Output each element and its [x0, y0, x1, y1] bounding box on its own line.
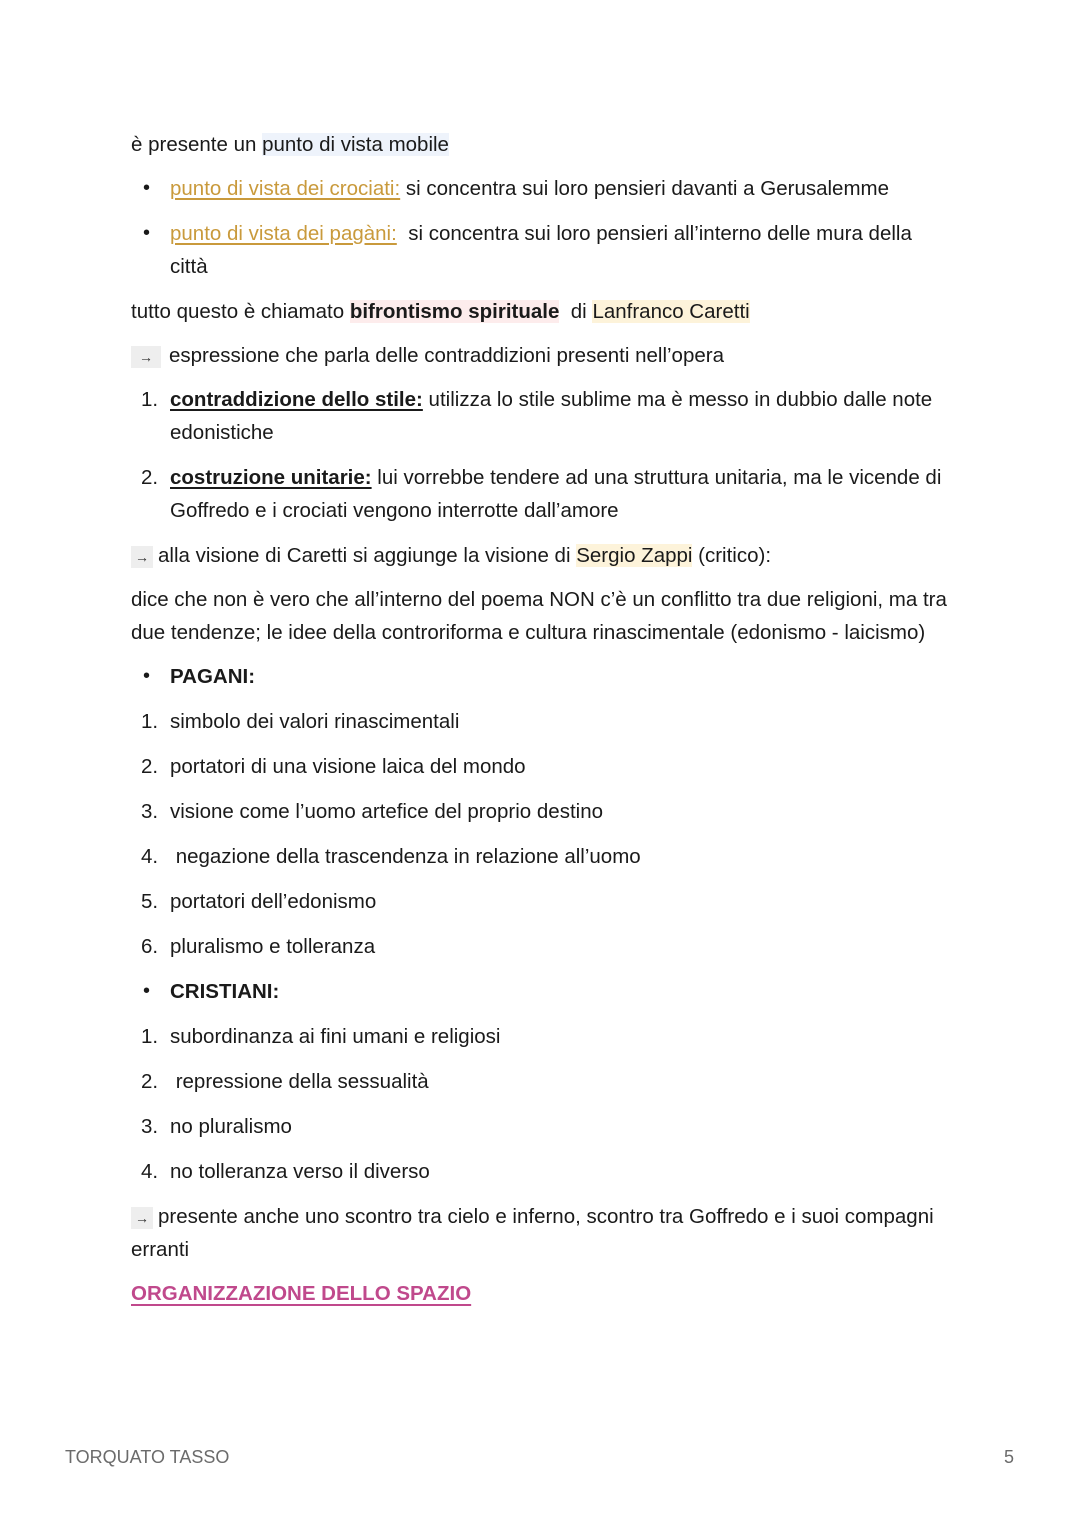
arrow-right-icon: →: [131, 1207, 153, 1229]
intro-line: [131, 128, 951, 161]
list-item-text: repressione della sessualità: [170, 1070, 429, 1093]
list-item: [131, 975, 951, 1008]
list-number: 1.: [141, 388, 159, 411]
list-item-text: visione come l’uomo artefice del proprio destino: [170, 800, 604, 823]
pagani-title: PAGANI:: [170, 665, 256, 688]
list-item-text: subordinanza ai fini umani e religiosi: [170, 1025, 501, 1048]
list-item-text: portatori dell’edonismo: [170, 890, 377, 913]
bullet-icon: •: [143, 222, 151, 244]
arrow-right-icon: →: [131, 346, 161, 368]
list-item: [131, 840, 951, 873]
view-crociati-text: si concentra sui loro pensieri davanti a Gerusalemme: [400, 177, 890, 200]
list-item: [131, 885, 951, 918]
list-item: [131, 660, 951, 693]
list-item-text: simbolo dei valori rinascimentali: [170, 710, 460, 733]
list-number: 3.: [141, 800, 159, 823]
list-number: 4.: [141, 845, 159, 868]
list-number: 2.: [141, 466, 159, 489]
list-number: 2.: [141, 1070, 159, 1093]
contradiction-text: utilizza lo stile sublime ma è messo in dubbio dalle note edonistiche: [170, 388, 933, 444]
arrow-right-icon: →: [131, 546, 153, 568]
document-page: [131, 128, 951, 1310]
contradiction-label: contraddizione dello stile:: [170, 388, 423, 411]
list-item: [131, 795, 951, 828]
cristiani-title: CRISTIANI:: [170, 980, 280, 1003]
list-item: [131, 461, 951, 527]
bullet-icon: •: [143, 177, 151, 199]
contradiction-text: lui vorrebbe tendere ad una struttura unitaria, ma le vicende di Goffredo e i crociati vengono interrotte dall’amore: [170, 466, 942, 522]
list-number: 4.: [141, 1160, 159, 1183]
list-item: [131, 705, 951, 738]
list-item-text: portatori di una visione laica del mondo: [170, 755, 526, 778]
bifrontismo-mid: di: [559, 300, 593, 323]
bullet-icon: •: [143, 980, 151, 1002]
page-number: 5: [1004, 1447, 1015, 1467]
bifrontismo-author: Lanfranco Caretti: [592, 300, 750, 323]
footer-title: TORQUATO TASSO: [65, 1447, 230, 1467]
intro-text: è presente un: [131, 133, 263, 156]
section-title-line: [131, 1277, 951, 1310]
arrow-line-2: [131, 539, 951, 572]
list-item: [131, 217, 951, 283]
list-item: [131, 383, 951, 449]
list-item: [131, 172, 951, 205]
list-number: 5.: [141, 890, 159, 913]
list-item: [131, 1065, 951, 1098]
bifrontismo-pre: tutto questo è chiamato: [131, 300, 350, 323]
list-number: 2.: [141, 755, 159, 778]
bifrontismo-term: bifrontismo spirituale: [349, 300, 560, 323]
arrow-line-2-post: (critico):: [692, 544, 772, 567]
contradiction-label: costruzione unitarie:: [170, 466, 372, 489]
intro-highlight: punto di vista mobile: [262, 133, 449, 156]
list-item-text: pluralismo e tolleranza: [170, 935, 376, 958]
list-item: [131, 1155, 951, 1188]
list-number: 1.: [141, 1025, 159, 1048]
list-item-text: negazione della trascendenza in relazione all’uomo: [170, 845, 641, 868]
arrow-line-3-text: presente anche uno scontro tra cielo e inferno, scontro tra Goffredo e i suoi compagni erranti: [131, 1205, 934, 1261]
bullet-icon: •: [143, 665, 151, 687]
list-number: 6.: [141, 935, 159, 958]
list-number: 3.: [141, 1115, 159, 1138]
list-item-text: no pluralismo: [170, 1115, 292, 1138]
section-title: ORGANIZZAZIONE DELLO SPAZIO: [131, 1282, 472, 1305]
list-number: 1.: [141, 710, 159, 733]
view-crociati-label: punto di vista dei crociati:: [170, 177, 401, 200]
critic-name: Sergio Zappi: [576, 544, 693, 567]
list-item: [131, 750, 951, 783]
list-item: [131, 1110, 951, 1143]
view-pagani-text: si concentra sui loro pensieri all’interno delle mura della città: [170, 222, 918, 278]
list-item-text: no tolleranza verso il diverso: [170, 1160, 430, 1183]
arrow-line-1-text: espressione che parla delle contraddizioni presenti nell’opera: [169, 344, 724, 367]
arrow-line-1: [131, 339, 951, 372]
bifrontismo-line: [131, 295, 951, 328]
list-item: [131, 1020, 951, 1053]
zappi-paragraph: dice che non è vero che all’interno del poema NON c’è un conflitto tra due religioni, ma tra due tendenze; le idee della controriforma e cultura rinascimentale (edonismo - laicismo): [131, 588, 947, 644]
arrow-line-3: [131, 1200, 951, 1266]
arrow-line-2-pre: alla visione di Caretti si aggiunge la visione di: [158, 544, 577, 567]
view-pagani-label: punto di vista dei pagàni:: [170, 222, 397, 245]
list-item: [131, 930, 951, 963]
